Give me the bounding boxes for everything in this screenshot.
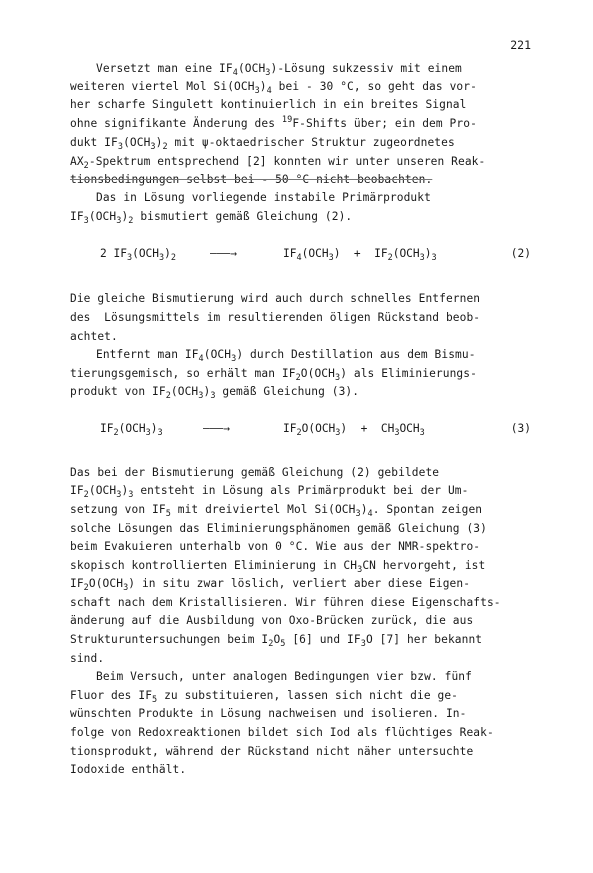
text-line: tionsprodukt, während der Rückstand nicht näher untersuchte: [70, 745, 474, 758]
text-line: $AX_2$-Spektrum entsprechend [2] konnten wir unter unseren Reak-: [70, 155, 486, 171]
text-line: Die gleiche Bismutierung wird auch durch schnelles Entfernen: [70, 292, 481, 305]
text-line: produkt von $IF_2(OCH_3)_3$ gemäß Gleichung (3).: [70, 385, 360, 401]
text-line: schaft nach dem Kristallisieren. Wir führen diese Eigenschafts-: [70, 596, 501, 609]
equation-arrow: ———→: [203, 422, 230, 435]
text-line: setzung von $IF_5$ mit dreiviertel Mol $Si(OCH_3)_4$. Spontan zeigen: [70, 503, 483, 519]
text-line: Strukturuntersuchungen beim $I_2O_5$ [6] und $IF_3O$ [7] her bekannt: [70, 633, 483, 649]
text-line: Beim Versuch, unter analogen Bedingungen vier bzw. fünf: [96, 670, 472, 683]
text-line: ohne signifikante Änderung des $^{19}$F-Shifts über; ein dem Pro-: [70, 115, 477, 130]
text-line: sind.: [70, 652, 105, 665]
equation-left: 2 $IF_3(OCH_3)_2$: [100, 247, 177, 263]
text-line: Iodoxide enthält.: [70, 763, 187, 776]
text-line: tierungsgemisch, so erhält man $IF_2O(OCH_3)$ als Eliminierungs-: [70, 367, 477, 383]
text-line: dukt $IF_3(OCH_3)_2$ mit ψ-oktaedrischer Struktur zugeordnetes: [70, 136, 455, 152]
equation-arrow: ———→: [210, 247, 237, 260]
equation-right: $IF_2O(OCH_3) + CH_3OCH_3$: [283, 422, 425, 438]
equation-number: (3): [510, 422, 531, 435]
text-line: her scharfe Singulett kontinuierlich in ein breites Signal: [70, 98, 467, 111]
text-line: $IF_2(OCH_3)_3$ entsteht in Lösung als Primärprodukt bei der Um-: [70, 484, 469, 500]
text-line: Entfernt man $IF_4(OCH_3)$ durch Destillation aus dem Bismu-: [96, 348, 476, 364]
text-line: änderung auf die Ausbildung von Oxo-Brücken zurück, die aus: [70, 614, 474, 627]
text-line: wünschten Produkte in Lösung nachweisen und isolieren. In-: [70, 707, 467, 720]
text-line: achtet.: [70, 330, 118, 343]
text-line: skopisch kontrollierten Eliminierung in $CH_3CN$ hervorgeht, ist: [70, 559, 486, 575]
text-line: Das bei der Bismutierung gemäß Gleichung (2) gebildete: [70, 466, 440, 479]
equation-number: (2): [510, 247, 531, 260]
text-line: Das in Lösung vorliegende instabile Primärprodukt: [96, 191, 431, 204]
text-line: weiteren viertel Mol $Si(OCH_3)_4$ bei - 30 °C, so geht das vor-: [70, 80, 477, 96]
page-number: 221: [510, 38, 531, 52]
text-line: Versetzt man eine $IF_4(OCH_3)$-Lösung sukzessiv mit einem: [96, 62, 462, 78]
text-line: $IF_2O(OCH_3)$ in situ zwar löslich, verliert aber diese Eigen-: [70, 577, 471, 593]
text-line: $IF_3(OCH_3)_2$ bismutiert gemäß Gleichung (2).: [70, 210, 353, 226]
text-line: folge von Redoxreaktionen bildet sich Iod als flüchtiges Reak-: [70, 726, 494, 739]
text-line: des Lösungsmittels im resultierenden öligen Rückstand beob-: [70, 311, 481, 324]
text-line: tionsbedingungen selbst bei - 50 °C nicht beobachten.: [70, 173, 433, 186]
equation-left: $IF_2(OCH_3)_3$: [100, 422, 163, 438]
text-line: beim Evakuieren unterhalb von 0 °C. Wie aus der NMR-spektro-: [70, 540, 481, 553]
equation-right: $IF_4(OCH_3) + IF_2(OCH_3)_3$: [283, 247, 437, 263]
text-line: Fluor des $IF_5$ zu substituieren, lassen sich nicht die ge-: [70, 689, 459, 705]
text-line: solche Lösungen das Eliminierungsphänomen gemäß Gleichung (3): [70, 522, 487, 535]
